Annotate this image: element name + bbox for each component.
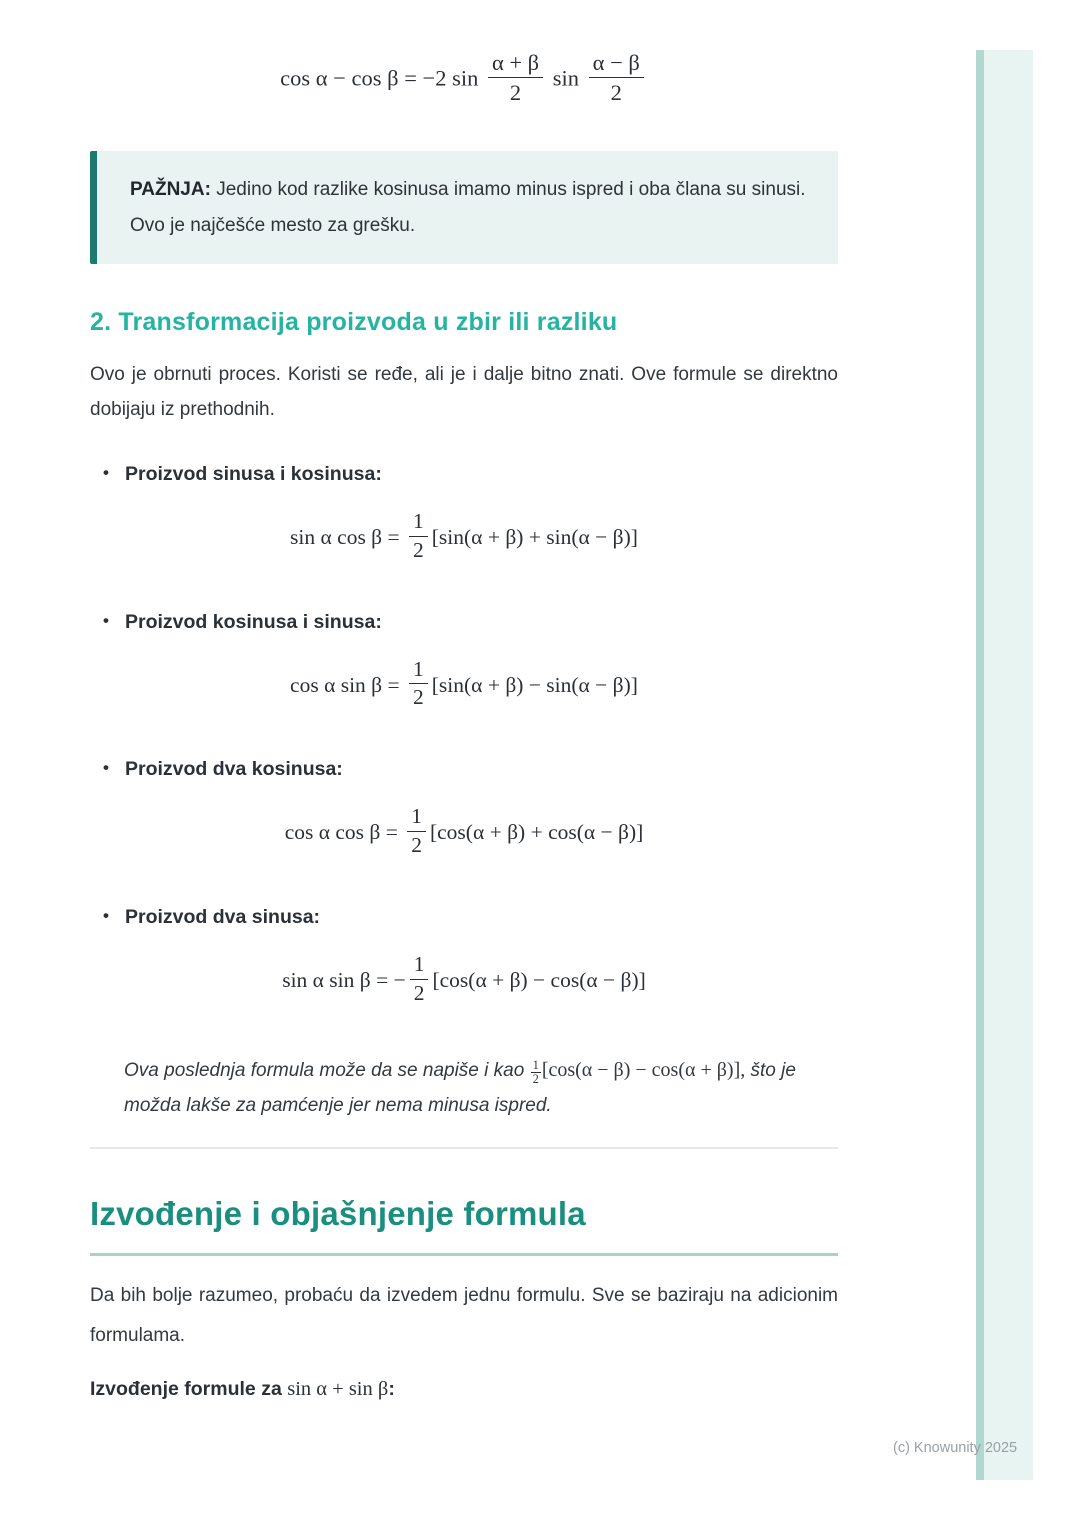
formula-cos-minus-cos bbox=[90, 52, 838, 109]
section-heading-main: Izvođenje i objašnjenje formula bbox=[90, 1195, 838, 1256]
formula-rhs: [sin(α + β) + sin(α − β)] bbox=[431, 525, 638, 550]
fraction-numerator: 1 bbox=[407, 804, 426, 832]
fraction-denominator: 2 bbox=[413, 980, 425, 1005]
fraction bbox=[407, 804, 426, 859]
fraction bbox=[488, 49, 543, 106]
fraction-numerator: 1 bbox=[410, 952, 429, 980]
fraction-denominator: 2 bbox=[413, 685, 424, 710]
section-divider bbox=[90, 1147, 838, 1149]
list-item bbox=[90, 463, 838, 486]
list-item bbox=[90, 611, 838, 634]
formula-lhs: cos α cos β = bbox=[284, 820, 404, 845]
formula-lhs: cos α sin β = bbox=[290, 672, 406, 697]
formula-rhs: [cos(α + β) + cos(α − β)] bbox=[429, 820, 644, 845]
note-after: što je možda lakše za pamćenje jer nema minusa ispred. bbox=[124, 1060, 796, 1117]
fraction-numerator: α + β bbox=[488, 49, 543, 78]
formula-lhs: sin α cos β = bbox=[290, 525, 406, 550]
formula-cos-cos bbox=[90, 804, 838, 862]
fraction-denominator: 2 bbox=[413, 537, 424, 562]
derivation-colon: : bbox=[388, 1378, 395, 1401]
fraction-numerator: α − β bbox=[589, 49, 644, 78]
formula-rhs: [cos(α + β) − cos(α − β)] bbox=[432, 968, 646, 993]
bullet-icon: • bbox=[103, 905, 109, 925]
fraction bbox=[410, 952, 429, 1007]
bullet-label: Proizvod sinusa i kosinusa: bbox=[125, 463, 382, 485]
derivation-line bbox=[90, 1378, 838, 1401]
fraction bbox=[589, 49, 644, 106]
formula-sin-sin bbox=[90, 951, 838, 1010]
fraction bbox=[409, 657, 428, 712]
formula-rhs: [sin(α + β) − sin(α − β)] bbox=[431, 672, 638, 697]
list-item bbox=[90, 906, 838, 929]
formula-lhs: cos α − cos β = −2 sin bbox=[280, 65, 479, 91]
document-content bbox=[90, 0, 838, 1421]
fraction-denominator: 2 bbox=[610, 80, 622, 105]
bullet-icon: • bbox=[103, 610, 109, 630]
bullet-icon: • bbox=[103, 463, 109, 482]
bullet-label: Proizvod dva kosinusa: bbox=[125, 758, 343, 781]
fraction-numerator: 1 bbox=[532, 1057, 539, 1072]
fraction bbox=[409, 509, 428, 564]
fraction-small bbox=[531, 1059, 541, 1088]
formula-sin-cos bbox=[90, 509, 838, 567]
fraction-denominator: 2 bbox=[532, 1072, 539, 1087]
fraction-denominator: 2 bbox=[509, 80, 522, 105]
formula-mid: sin bbox=[552, 65, 580, 91]
footer-credit: (c) Knowunity 2025 bbox=[893, 1440, 1018, 1456]
bullet-label: Proizvod dva sinusa: bbox=[125, 905, 321, 928]
callout-text: Jedino kod razlike kosinusa imamo minus ispred i oba člana su sinusi. Ovo je najčešće mesto za grešku. bbox=[130, 179, 806, 236]
formula-cos-sin bbox=[90, 656, 838, 715]
bullet-icon: • bbox=[103, 758, 109, 778]
section3-intro: Da bih bolje razumeo, probaću da izvedem jednu formulu. Sve se baziraju na adicionim formulama. bbox=[90, 1285, 838, 1347]
section-heading-2: 2. Transformacija proizvoda u zbir ili razliku bbox=[90, 308, 618, 336]
derivation-label: Izvođenje formule za bbox=[90, 1378, 282, 1401]
page-edge-strip bbox=[976, 50, 1033, 1480]
note-math: [cos(α − β) − cos(α + β)], bbox=[541, 1059, 746, 1082]
list-item bbox=[90, 758, 838, 781]
formula-lhs: sin α sin β = − bbox=[282, 968, 406, 993]
fraction-numerator: 1 bbox=[409, 509, 428, 537]
fraction-denominator: 2 bbox=[411, 832, 422, 857]
derivation-math: sin α + sin β bbox=[287, 1378, 389, 1401]
bullet-label: Proizvod kosinusa i sinusa: bbox=[125, 610, 382, 633]
note-text bbox=[124, 1053, 830, 1123]
note-before: Ova poslednja formula može da se napiše i kao bbox=[124, 1060, 525, 1082]
section2-intro: Ovo je obrnuti proces. Koristi se ređe, ali je i dalje bitno znati. Ove formule se direktno dobijaju iz prethodnih. bbox=[90, 364, 838, 420]
fraction-numerator: 1 bbox=[409, 657, 428, 685]
attention-callout bbox=[90, 151, 838, 264]
callout-label: PAŽNJA: bbox=[130, 179, 211, 200]
